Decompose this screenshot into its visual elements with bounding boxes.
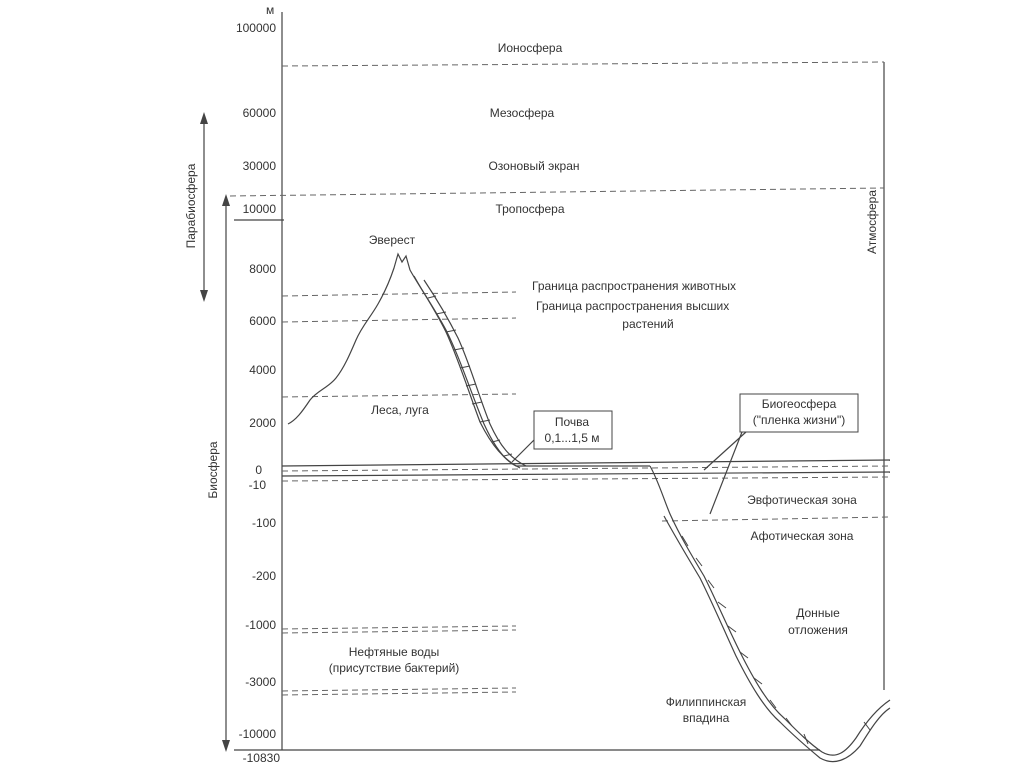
mesosphere-label: Мезосфера (489, 106, 555, 120)
tick-label: 100000 (235, 21, 276, 35)
ozone-label: Озоновый экран (488, 159, 580, 173)
biosphere-arrow (222, 194, 230, 752)
oil-water-line-2 (282, 630, 516, 633)
oil-water-label-2: (присутствие бактерий) (328, 661, 460, 675)
soil-band-outer (414, 276, 520, 468)
aphotic-label: Афотическая зона (750, 529, 854, 543)
tick-label: 2000 (249, 416, 276, 430)
tick-label: 4000 (249, 363, 276, 377)
tick-label: 0 (255, 463, 262, 477)
tick-label: -10000 (238, 727, 276, 741)
biosphere-label: Биосфера (206, 441, 220, 499)
plants-limit-line (282, 318, 516, 322)
ionosphere-label: Ионосфера (497, 41, 563, 55)
soil-label-2: 0,1...1,5 м (544, 431, 600, 445)
oil-water-line-1 (282, 626, 516, 629)
tick-label: 60000 (242, 106, 276, 120)
animals-limit-line (282, 292, 516, 296)
forests-label: Леса, луга (371, 403, 429, 417)
euphotic-label: Эвфотическая зона (747, 493, 857, 507)
animals-limit-label: Граница распространения животных (532, 279, 737, 293)
sea-level-top (282, 460, 890, 466)
sea-level-dash (282, 466, 890, 471)
tick-label: -200 (251, 569, 276, 583)
sediments-label-2: отложения (788, 623, 848, 637)
plants-limit-label-2: растений (622, 317, 674, 331)
unit-label: м (266, 3, 275, 17)
tick-label: 30000 (242, 159, 276, 173)
parabiosphere-label: Парабиосфера (184, 163, 198, 249)
tick-label: -100 (251, 516, 276, 530)
tick-label: 8000 (249, 262, 276, 276)
tick-label: -3000 (245, 675, 276, 689)
everest-label: Эверест (368, 233, 416, 247)
biogeosphere-label-1: Биогеосфера (761, 397, 837, 411)
minus10-line (282, 477, 890, 481)
parabiosphere-arrow (200, 112, 208, 302)
trench-label-1: Филиппинская (665, 695, 747, 709)
oil-water-line-3 (282, 688, 516, 691)
trench-label-2: впадина (682, 711, 730, 725)
y-axis-ticks (236, 21, 280, 765)
soil-band-inner (424, 280, 526, 466)
sediments-label-1: Донные (796, 606, 840, 620)
plants-limit-label-1: Граница распространения высших (536, 299, 730, 313)
soil-callout-pointer (512, 440, 534, 462)
sea-level-solid (282, 472, 890, 476)
troposphere-label: Тропосфера (495, 202, 565, 216)
oil-water-line-4 (282, 692, 516, 695)
forests-line (282, 394, 516, 397)
atmosphere-label: Атмосфера (865, 189, 879, 255)
biogeosphere-label-2: ("пленка жизни") (752, 413, 846, 427)
tick-label: 6000 (249, 314, 276, 328)
tick-label: 10000 (242, 202, 276, 216)
tick-label: -1000 (245, 618, 276, 632)
oil-water-label-1: Нефтяные воды (348, 645, 440, 659)
tick-label: -10 (248, 478, 266, 492)
tick-label: -10830 (242, 751, 280, 765)
troposphere-boundary (230, 188, 884, 196)
soil-label-1: Почва (554, 415, 590, 429)
euphotic-boundary (662, 517, 890, 521)
ionosphere-boundary (282, 62, 884, 66)
